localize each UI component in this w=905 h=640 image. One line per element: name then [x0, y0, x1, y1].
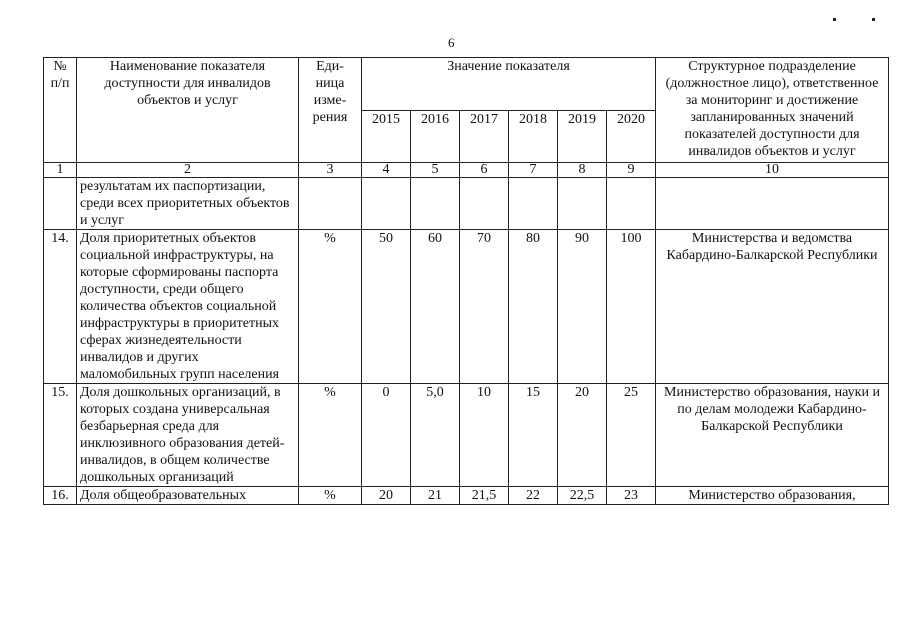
header-number: № п/п: [44, 58, 77, 163]
header-indicator-name: Наименование показателя доступности для инвалидов объектов и услуг: [77, 58, 299, 163]
value-2015: 20: [362, 487, 411, 505]
header-year: 2018: [509, 110, 558, 163]
unit: %: [299, 384, 362, 487]
header-values-group: Значение показателя: [362, 58, 656, 111]
responsible-unit: Министерство образования,: [656, 487, 889, 505]
responsible-unit: Министерство образования, науки и по делам молодежи Кабардино-Балкарской Республики: [656, 384, 889, 487]
indicators-table: [43, 57, 889, 505]
indicator-name: Доля общеобразовательных: [77, 487, 299, 505]
value-2020: 25: [607, 384, 656, 487]
unit: %: [299, 230, 362, 384]
value-2016: [411, 178, 460, 230]
column-index: 6: [460, 163, 509, 178]
row-number: 15.: [44, 384, 77, 487]
value-2018: 22: [509, 487, 558, 505]
header-year: 2015: [362, 110, 411, 163]
value-2019: 22,5: [558, 487, 607, 505]
value-2019: 90: [558, 230, 607, 384]
column-index: 1: [44, 163, 77, 178]
value-2017: 70: [460, 230, 509, 384]
column-index: 7: [509, 163, 558, 178]
value-2020: 23: [607, 487, 656, 505]
header-year: 2017: [460, 110, 509, 163]
value-2018: [509, 178, 558, 230]
value-2015: 50: [362, 230, 411, 384]
header-row-top: [44, 58, 889, 111]
row-number: 14.: [44, 230, 77, 384]
row-number: 16.: [44, 487, 77, 505]
scan-artifact: [872, 18, 875, 21]
value-2017: 21,5: [460, 487, 509, 505]
value-2017: [460, 178, 509, 230]
table-row: [44, 487, 889, 505]
value-2020: [607, 178, 656, 230]
column-index: 8: [558, 163, 607, 178]
column-index: 2: [77, 163, 299, 178]
value-2016: 21: [411, 487, 460, 505]
value-2019: 20: [558, 384, 607, 487]
scan-artifact: [833, 18, 836, 21]
indicator-name: результатам их паспортизации, среди всех приоритетных объектов и услуг: [77, 178, 299, 230]
column-index-row: [44, 163, 889, 178]
column-index: 10: [656, 163, 889, 178]
header-year: 2016: [411, 110, 460, 163]
table-row: [44, 230, 889, 384]
column-index: 4: [362, 163, 411, 178]
value-2015: [362, 178, 411, 230]
column-index: 9: [607, 163, 656, 178]
value-2016: 5,0: [411, 384, 460, 487]
table-row: [44, 384, 889, 487]
unit: %: [299, 487, 362, 505]
value-2016: 60: [411, 230, 460, 384]
value-2020: 100: [607, 230, 656, 384]
column-index: 3: [299, 163, 362, 178]
value-2019: [558, 178, 607, 230]
value-2017: 10: [460, 384, 509, 487]
unit: [299, 178, 362, 230]
indicator-name: Доля приоритетных объектов социальной инфраструктуры, на которые сформированы паспорта доступности, среди общего количества объектов социальной инфраструктуры в приоритетных сферах жизнедеятельности инвалидов и других маломобильных групп населения: [77, 230, 299, 384]
indicator-name: Доля дошкольных организаций, в которых создана универсальная безбарьерная среда для инклюзивного образования детей-инвалидов, в общем количестве дошкольных организаций: [77, 384, 299, 487]
header-responsible: Структурное подразделение (должностное лицо), ответственное за мониторинг и достижение запланированных значений показателей доступности для инвалидов объектов и услуг: [656, 58, 889, 163]
row-number: [44, 178, 77, 230]
value-2015: 0: [362, 384, 411, 487]
header-year: 2019: [558, 110, 607, 163]
value-2018: 80: [509, 230, 558, 384]
column-index: 5: [411, 163, 460, 178]
table-row: [44, 178, 889, 230]
responsible-unit: Министерства и ведомства Кабардино-Балкарской Республики: [656, 230, 889, 384]
header-year: 2020: [607, 110, 656, 163]
page-number: 6: [448, 35, 455, 50]
responsible-unit: [656, 178, 889, 230]
value-2018: 15: [509, 384, 558, 487]
header-unit: Еди- ница изме- рения: [299, 58, 362, 163]
